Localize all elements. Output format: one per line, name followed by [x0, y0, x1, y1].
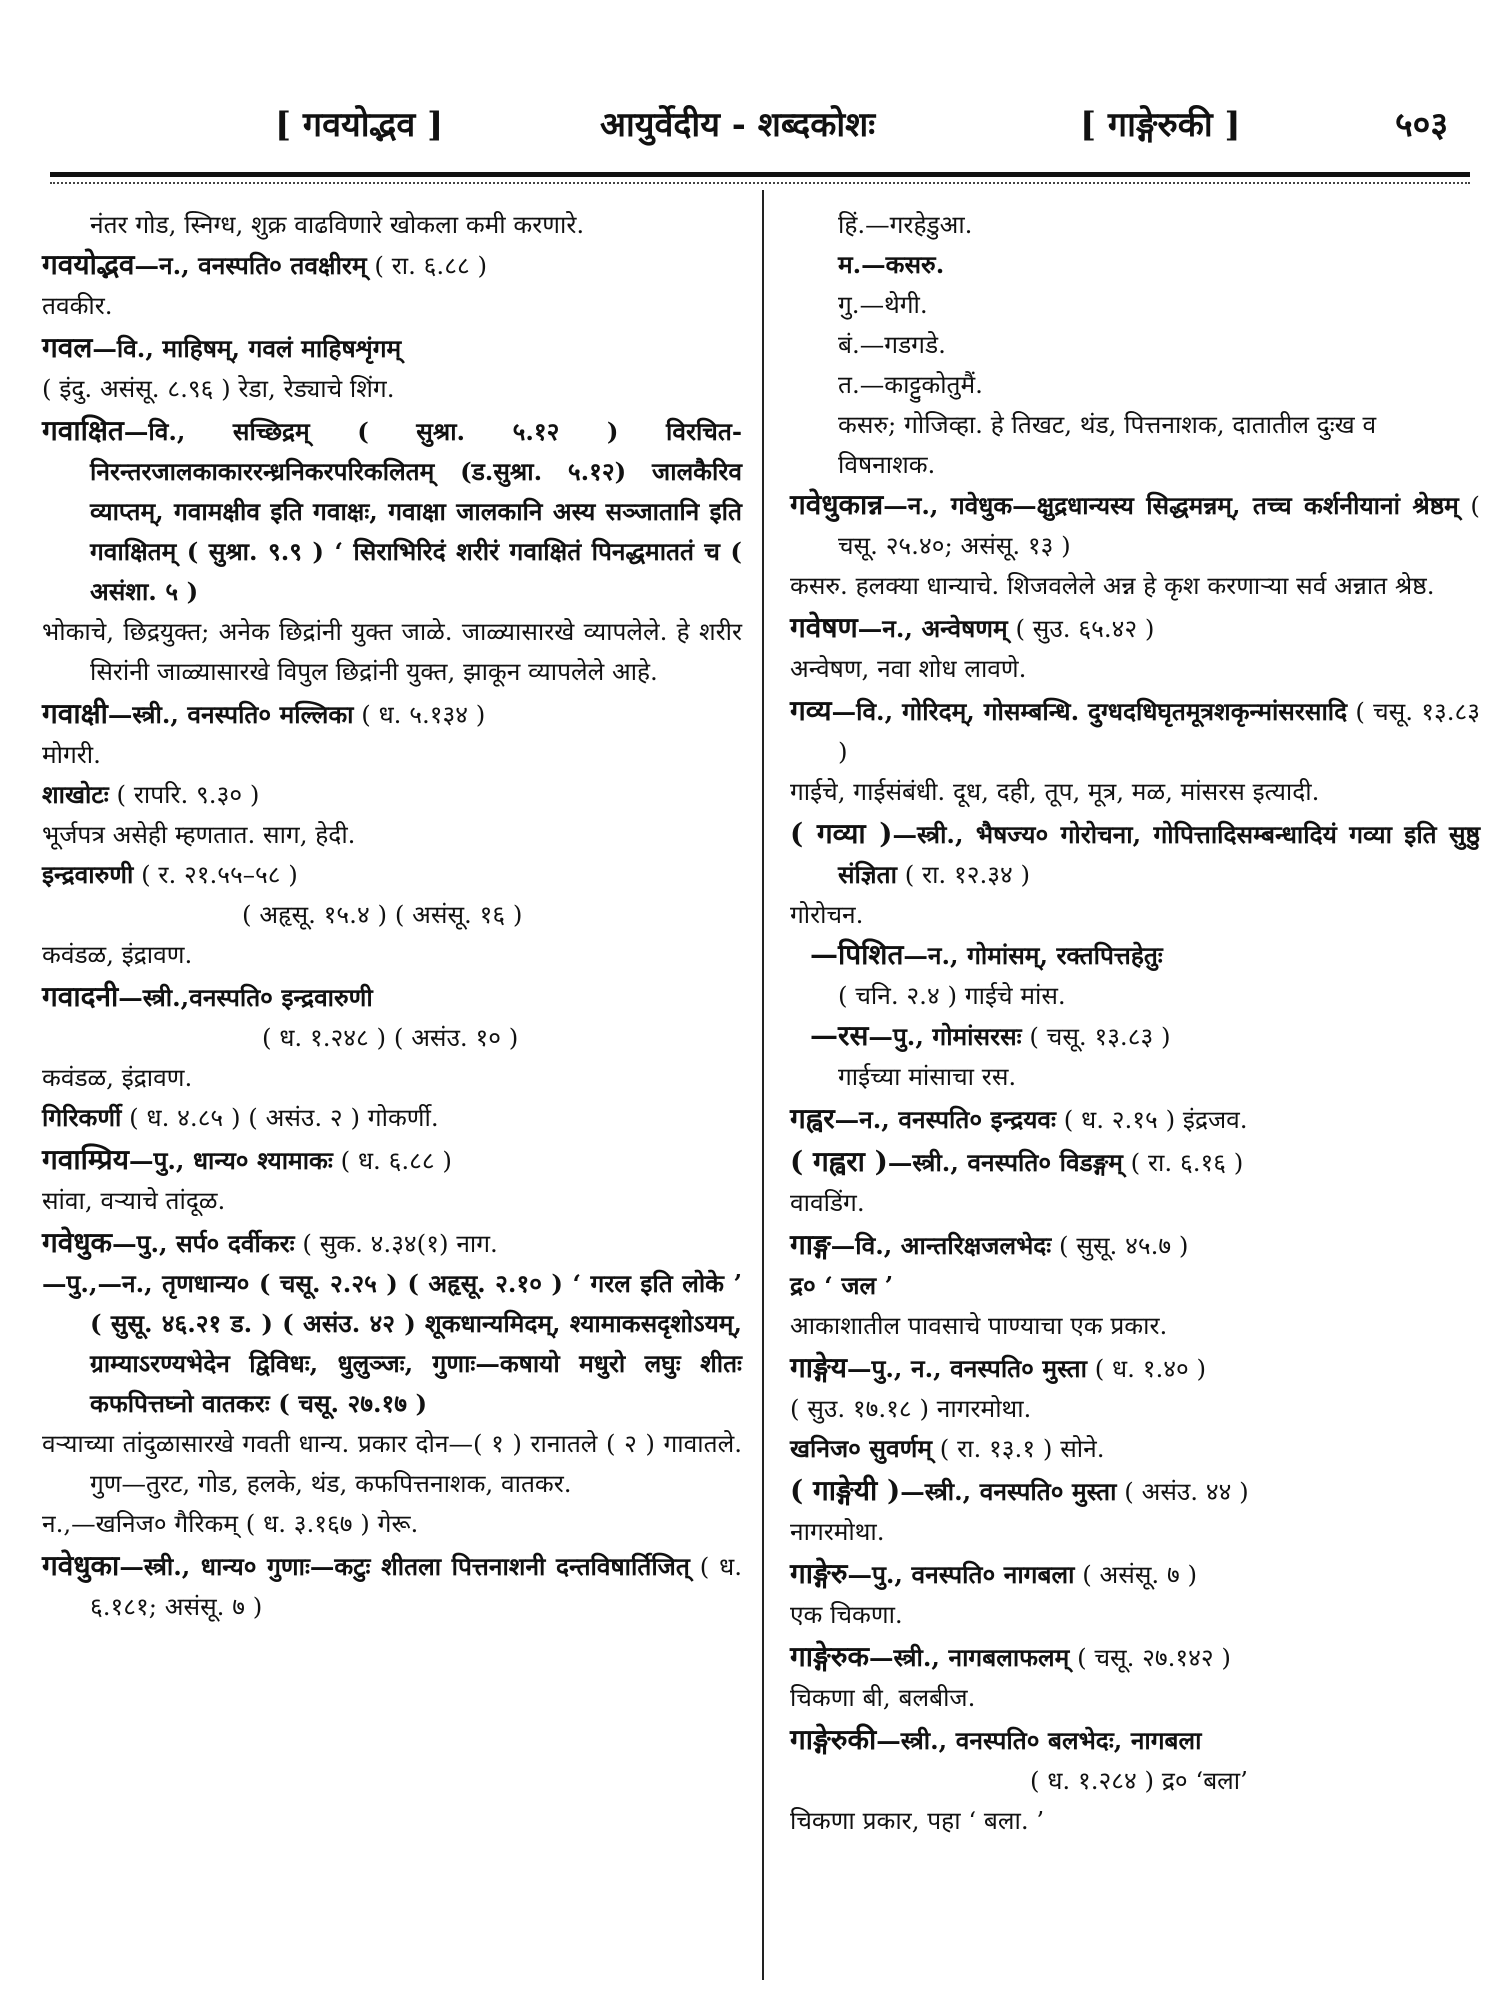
headword: गवाक्षी [42, 697, 108, 730]
continued-text: कसरु; गोजिव्हा. हे तिखट, थंड, पित्तनाशक, दातातील दुःख व विषनाशक. [838, 410, 1377, 479]
headword: गव्य [790, 694, 832, 727]
sub-sense: इन्द्रवारुणी [42, 860, 134, 889]
headword: ( गह्वरा ) [790, 1145, 888, 1178]
grammar: —स्त्री., वनस्पति० मल्लिका [107, 700, 354, 729]
headword: गवाक्षित [42, 414, 124, 447]
headword: गाङ्ग [790, 1228, 831, 1261]
headword: गवेषण [790, 611, 858, 644]
dictionary-entry [42, 245, 742, 326]
dictionary-entry [790, 1348, 1480, 1469]
sub-headword: —रस [810, 1019, 869, 1052]
right-guide-word: [ गाङ्गेरुकी ] [1080, 105, 1241, 145]
grammar: —वि., गोरिदम्, गोसम्बन्धि. दुग्धदधिघृतमूत्रशकृन्मांसरसादि [831, 697, 1348, 726]
language-name: हिं.—गरहेडुआ. [838, 210, 973, 239]
grammar: —स्त्री., वनस्पति० विडङ्गम् [887, 1148, 1123, 1177]
headword: ( गाङ्गेयी ) [790, 1474, 901, 1507]
meaning: गाईच्या मांसाचा रस. [838, 1062, 1017, 1091]
cross-reference: द्र० ‘ जल ’ [790, 1271, 894, 1300]
meaning: वऱ्याच्या तांदुळासारखे गवती धान्य. प्रकार दोन—( १ ) रानातले ( २ ) गावातले. गुण—तुरट, गोड, हलके, थंड, कफपित्तनाशक, वातकर. [42, 1429, 742, 1498]
meaning: भूर्जपत्र असेही म्हणतात. साग, हेदी. [42, 820, 356, 849]
grammar: —न., वनस्पति० तवक्षीरम् [134, 251, 367, 280]
sub-sense: शाखोटः [42, 780, 109, 809]
grammar: —पु., गोमांसरसः [868, 1022, 1022, 1051]
meaning: गाईचे, गाईसंबंधी. दूध, दही, तूप, मूत्र, मळ, मांसरस इत्यादी. [790, 777, 1320, 806]
header-dotted-rule [50, 182, 1470, 184]
dictionary-entry [790, 1099, 1480, 1140]
meaning: गोरोचन. [790, 900, 864, 929]
page-title: आयुर्वेदीय - शब्दकोशः [600, 105, 876, 145]
dictionary-entry [790, 1637, 1480, 1718]
headword: गवेधुक [42, 1226, 113, 1259]
reference: ( ध. १.४० ) [1086, 1354, 1207, 1383]
left-column [42, 205, 742, 1629]
grammar: —स्त्री., नागबलाफलम् [869, 1643, 1070, 1672]
headword: गवयोद्भव [42, 248, 135, 281]
grammar: —न., वनस्पति० इन्द्रयवः [834, 1105, 1056, 1134]
headword: गवाम्प्रिय [42, 1143, 129, 1176]
language-name: बं.—गडगडे. [838, 330, 946, 359]
reference: ( सुसू. ४५.७ ) [1051, 1231, 1189, 1260]
sub-sense: न.,—खनिज० गैरिकम् ( ध. ३.१६७ ) गेरू. [42, 1509, 419, 1538]
meaning: सांवा, वऱ्याचे तांदूळ. [42, 1186, 226, 1215]
headword: गवेधुका [42, 1549, 120, 1582]
meaning: चिकणा प्रकार, पहा ‘ बला. ’ [790, 1806, 1045, 1835]
grammar: —न., गोमांसम्, रक्तपित्तहेतुः [903, 941, 1163, 970]
grammar: —स्त्री., वनस्पति० मुस्ता [900, 1477, 1117, 1506]
dictionary-entry [790, 1554, 1480, 1635]
headword: गाङ्गेरु [790, 1557, 848, 1590]
left-guide-word: [ गवयोद्भव ] [275, 105, 444, 145]
reference: ( असंसू. ७ ) [1074, 1560, 1198, 1589]
grammar: —पु., सर्प० दर्वीकरः [112, 1229, 295, 1258]
meaning: कवंडळ, इंद्रावण. [42, 1063, 193, 1092]
reference: ( रा. १२.३४ ) [896, 860, 1031, 889]
meaning: कसरु. हलक्या धान्याचे. शिजवलेले अन्न हे कृश करणाऱ्या सर्व अन्नात श्रेष्ठ. [790, 571, 1435, 600]
reference: ( ध. ६.१८१; असंसू. ७ ) [90, 1552, 742, 1621]
reference: ( ध. ६.८८ ) [332, 1146, 452, 1175]
reference: ( चसू. १३.८३ ) [838, 697, 1480, 766]
reference: ( रा. ६.१६ ) [1122, 1148, 1244, 1177]
continued-text: नंतर गोड, स्निग्ध, शुक्र वाढविणारे खोकला कमी करणारे. [90, 210, 585, 239]
reference: ( चसू. १३.८३ ) [1021, 1022, 1171, 1051]
language-names [790, 205, 1480, 405]
page-header [0, 100, 1500, 160]
sub-headword: —पिशित [810, 938, 904, 971]
meaning: चिकणा बी, बलबीज. [790, 1683, 976, 1712]
reference: ( असंउ. ४४ ) [1116, 1477, 1249, 1506]
headword: गवल [42, 331, 93, 364]
dictionary-entry [790, 1142, 1480, 1223]
grammar: —स्त्री., धान्य० गुणाः—कटुः शीतला पित्तनाशनी दन्तविषार्तिजित् [119, 1552, 690, 1581]
meaning: एक चिकणा. [790, 1600, 903, 1629]
meaning: नागरमोथा. [790, 1517, 885, 1546]
language-name: गु.—थेगी. [838, 290, 928, 319]
dictionary-entry [790, 1225, 1480, 1346]
reference: ( चसू. २७.१४२ ) [1069, 1643, 1231, 1672]
dictionary-entry [42, 1140, 742, 1221]
language-name: त.—काट्टुकोतुमैं. [838, 370, 983, 399]
meaning: कवंडळ, इंद्रावण. [42, 940, 193, 969]
right-column [790, 205, 1480, 1843]
grammar: —न., अन्वेषणम् [857, 614, 1008, 643]
reference: ( सुउ. ६५.४२ ) [1007, 614, 1155, 643]
page-number: ५०३ [1395, 105, 1449, 145]
reference: ( सुउ. १७.१८ ) नागरमोथा. [790, 1394, 1032, 1423]
dictionary-entry [790, 608, 1480, 689]
sub-sense: गिरिकर्णी [42, 1103, 122, 1132]
meaning: भोकाचे, छिद्रयुक्त; अनेक छिद्रांनी युक्त जाळे. जाळ्यासारखे व्यापलेले. हे शरीर सिरांनी जाळ्यासारखे विपुल छिद्रांनी युक्त, झाकून व्यापलेले आहे. [42, 617, 742, 686]
reference: ( चसू. २५.४०; असंसू. १३ ) [838, 491, 1480, 560]
grammar: —वि., माहिषम्, गवलं माहिषशृंगम् [92, 334, 402, 363]
headword: गाङ्गेरुक [790, 1640, 869, 1673]
reference: ( ध. ४.८५ ) ( असंउ. २ ) गोकर्णी. [121, 1103, 439, 1132]
dictionary-entry [42, 977, 742, 1138]
reference: ( ध. ५.१३४ ) [353, 700, 486, 729]
grammar: —वि., सच्छिद्रम् [123, 417, 310, 446]
reference: ( रा. १३.१ ) सोने. [931, 1434, 1105, 1463]
headword: गह्वर [790, 1102, 835, 1135]
meaning: अन्वेषण, नवा शोध लावणे. [790, 654, 1027, 683]
headword: गाङ्गेय [790, 1351, 847, 1384]
reference: ( र. २१.५५–५८ ) [133, 860, 298, 889]
dictionary-entry [42, 328, 742, 409]
grammar: —पु., वनस्पति० नागबला [847, 1560, 1075, 1589]
grammar: —स्त्री.,वनस्पति० इन्द्रवारुणी [118, 983, 373, 1012]
reference: ( रापरि. ९.३० ) [108, 780, 260, 809]
reference: ( रा. ६.८८ ) [366, 251, 488, 280]
dictionary-entry [42, 411, 742, 692]
grammar: —न., गवेधुक—क्षुद्रधान्यस्य सिद्धमन्नम्, तच्च कर्शनीयानां श्रेष्ठम् [883, 491, 1459, 520]
sanskrit-text: ( सुश्रा. ५.१२ ) विरचित-निरन्तरजालकाकाररन्ध्रनिकरपरिकलितम् (ड.सुश्रा. ५.१२) जालकैरिव व्याप्तम्, गवामक्षीव इति गवाक्षः, गवाक्षा जालकानि अस्य सञ्जातानि इति गवाक्षितम् ( सुश्रा. ९.९ ) ‘ सिराभिरिदं शरीरं गवाक्षितं पिनद्धमाततं च ( असंशा. ५ ) [90, 417, 742, 606]
meaning: वावडिंग. [790, 1188, 865, 1217]
dictionary-entry [790, 1471, 1480, 1552]
dictionary-entry [790, 691, 1480, 812]
dictionary-entry [790, 1720, 1480, 1841]
sanskrit-text: —पु.,—न., तृणधान्य० ( चसू. २.२५ ) ( अहृसू. २.१० ) ‘ गरल इति लोके ’ ( सुसू. ४६.२१ ड. ) ( असंउ. ४२ ) शूकधान्यमिदम्, श्यामाकसदृशोऽयम्, ग्राम्याऽरण्यभेदेन द्विविधः, धुलुञ्जः, गुणाः—कषायो मधुरो लघुः शीतः कफपित्तघ्नो वातकरः ( चसू. २७.१७ ) [42, 1269, 742, 1418]
language-name: म.—कसरु. [838, 250, 945, 279]
header-rule [50, 172, 1470, 177]
headword: गवेधुकान्न [790, 488, 884, 521]
grammar: —पु., न., वनस्पति० मुस्ता [846, 1354, 1087, 1383]
reference: ( चनि. २.४ ) गाईचे मांस. [838, 981, 1066, 1010]
dictionary-entry [42, 694, 742, 975]
headword: गवादनी [42, 980, 119, 1013]
meaning: तवकीर. [42, 291, 113, 320]
meaning: मोगरी. [42, 740, 101, 769]
reference: ( ध. २.१५ ) इंद्रजव. [1056, 1105, 1248, 1134]
meaning: आकाशातील पावसाचे पाण्याचा एक प्रकार. [790, 1311, 1168, 1340]
grammar: —पु., धान्य० श्यामाकः [128, 1146, 333, 1175]
reference: ( ध. १.२४८ ) ( असंउ. १० ) [262, 1023, 519, 1052]
grammar: —स्त्री., भैषज्य० गोरोचना, गोपित्तादिसम्बन्धादियं गव्या इति सुष्ठु संज्ञिता [838, 820, 1481, 889]
reference: ( अहृसू. १५.४ ) ( असंसू. १६ ) [242, 900, 523, 929]
dictionary-entry [42, 1546, 742, 1627]
reference: ( सुक. ४.३४(१) नाग. [294, 1229, 498, 1258]
column-divider [762, 190, 764, 1980]
dictionary-entry [42, 1223, 742, 1544]
grammar: —वि., आन्तरिक्षजलभेदः [830, 1231, 1052, 1260]
sub-sense: खनिज० सुवर्णम् [790, 1434, 932, 1463]
dictionary-entry [790, 814, 1480, 1097]
headword: गाङ्गेरुकी [790, 1723, 877, 1756]
reference: ( इंदु. असंसू. ८.९६ ) रेडा, रेड्याचे शिंग. [42, 374, 395, 403]
dictionary-entry [790, 485, 1480, 606]
grammar: —स्त्री., वनस्पति० बलभेदः, नागबला [876, 1726, 1202, 1755]
reference: ( ध. १.२८४ ) द्र० ‘बला’ [1030, 1766, 1248, 1795]
headword: ( गव्या ) [790, 817, 893, 850]
